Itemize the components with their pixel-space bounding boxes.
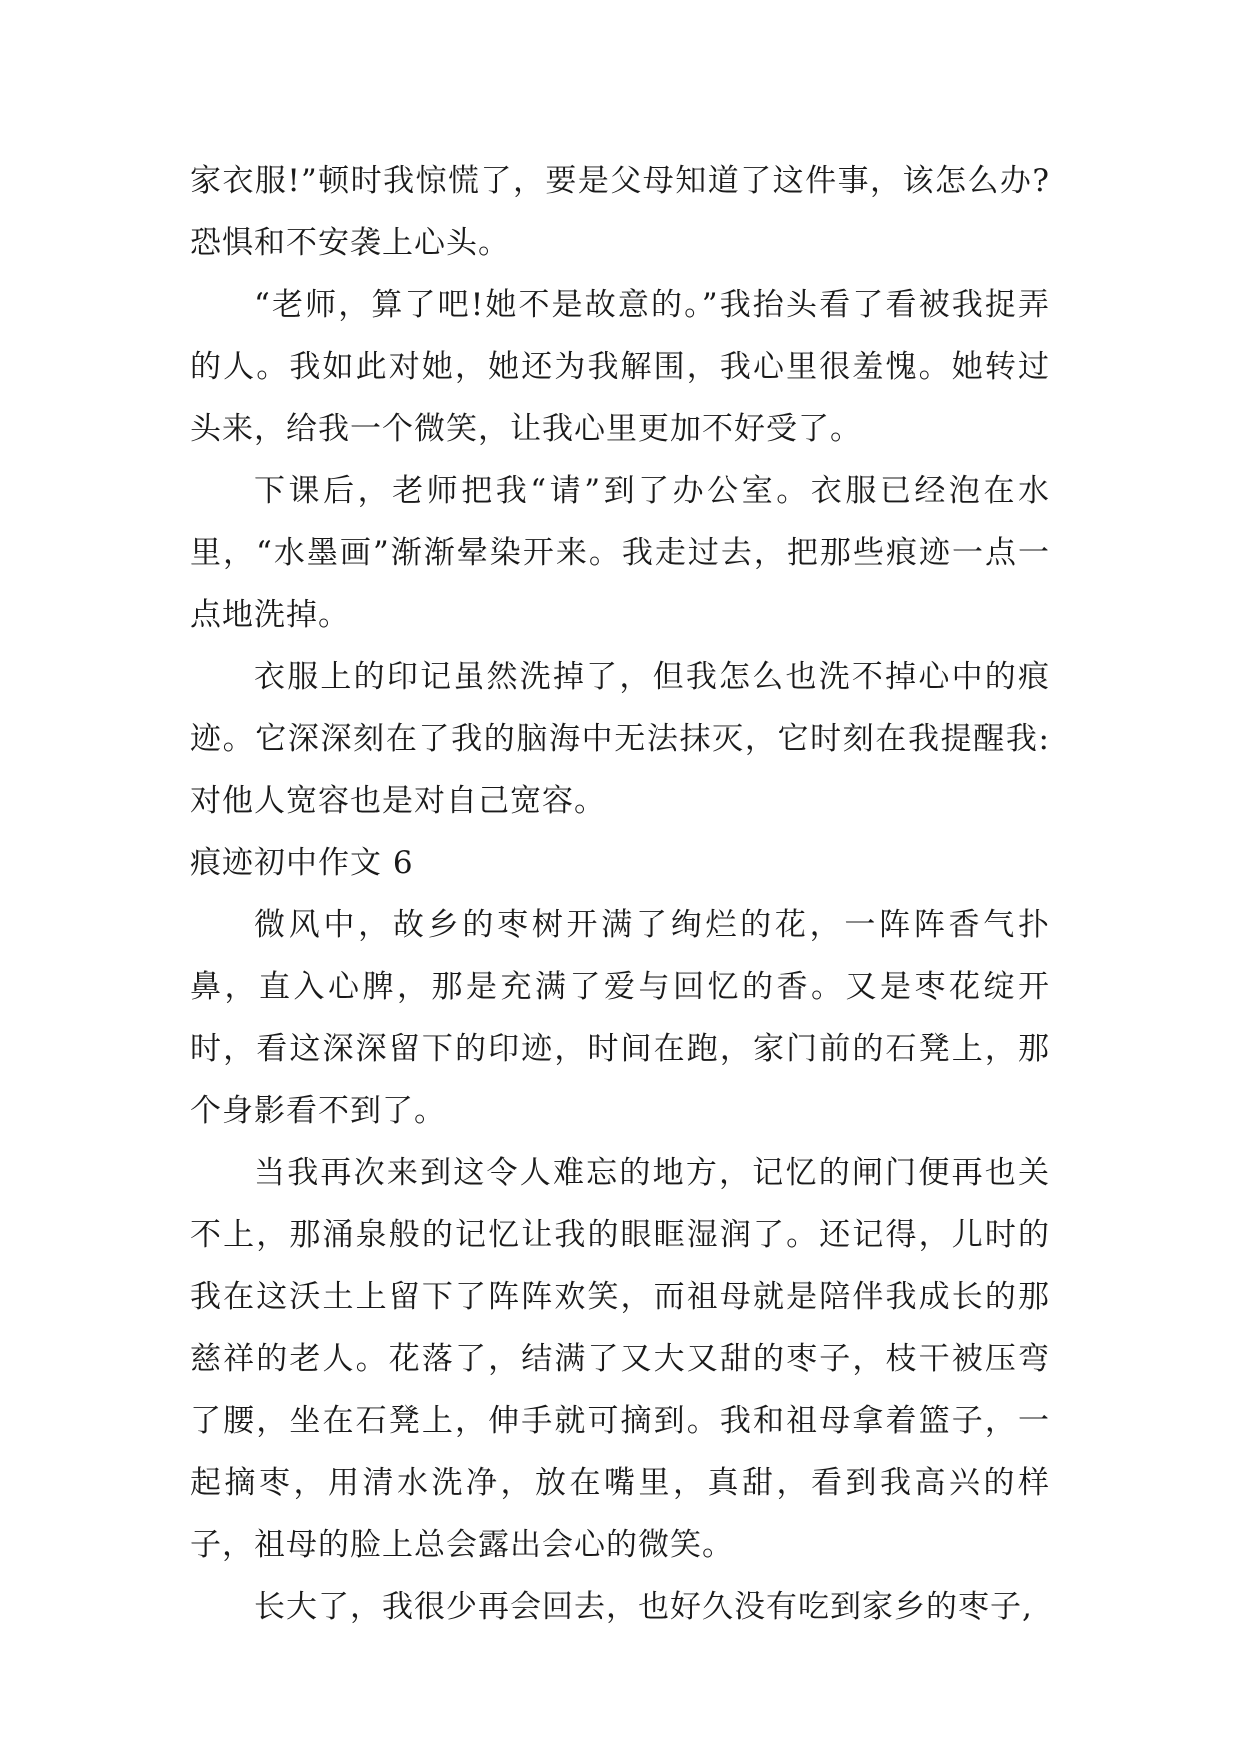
paragraph: 衣服上的印记虽然洗掉了，但我怎么也洗不掉心中的痕迹。它深深刻在了我的脑海中无法抹灭，它时刻在我提醒我:对他人宽容也是对自己宽容。 [190, 659, 1050, 819]
paragraph: 下课后，老师把我“请”到了办公室。衣服已经泡在水里，“水墨画”渐渐晕染开来。我走过去，把那些痕迹一点一点地洗掉。 [190, 473, 1050, 633]
section-heading: 痕迹初中作文 6 [190, 845, 414, 881]
paragraph: 长大了，我很少再会回去，也好久没有吃到家乡的枣子, [254, 1589, 1033, 1625]
paragraph: 当我再次来到这令人难忘的地方，记忆的闸门便再也关不上，那涌泉般的记忆让我的眼眶湿润了。还记得，儿时的我在这沃土上留下了阵阵欢笑，而祖母就是陪伴我成长的那慈祥的老人。花落了，结满了又大又甜的枣子，枝干被压弯了腰，坐在石凳上，伸手就可摘到。我和祖母拿着篮子，一起摘枣，用清水洗净，放在嘴里，真甜，看到我高兴的样子，祖母的脸上总会露出会心的微笑。 [190, 1155, 1050, 1563]
paragraph: 微风中，故乡的枣树开满了绚烂的花，一阵阵香气扑鼻，直入心脾，那是充满了爱与回忆的香。又是枣花绽开时，看这深深留下的印迹，时间在跑，家门前的石凳上，那个身影看不到了。 [190, 907, 1050, 1129]
paragraph: “老师，算了吧!她不是故意的。”我抬头看了看被我捉弄的人。我如此对她，她还为我解围，我心里很羞愧。她转过头来，给我一个微笑，让我心里更加不好受了。 [190, 287, 1050, 447]
paragraph: 家衣服!”顿时我惊慌了，要是父母知道了这件事，该怎么办?恐惧和不安袭上心头。 [190, 163, 1050, 261]
document-body [190, 150, 1050, 1638]
